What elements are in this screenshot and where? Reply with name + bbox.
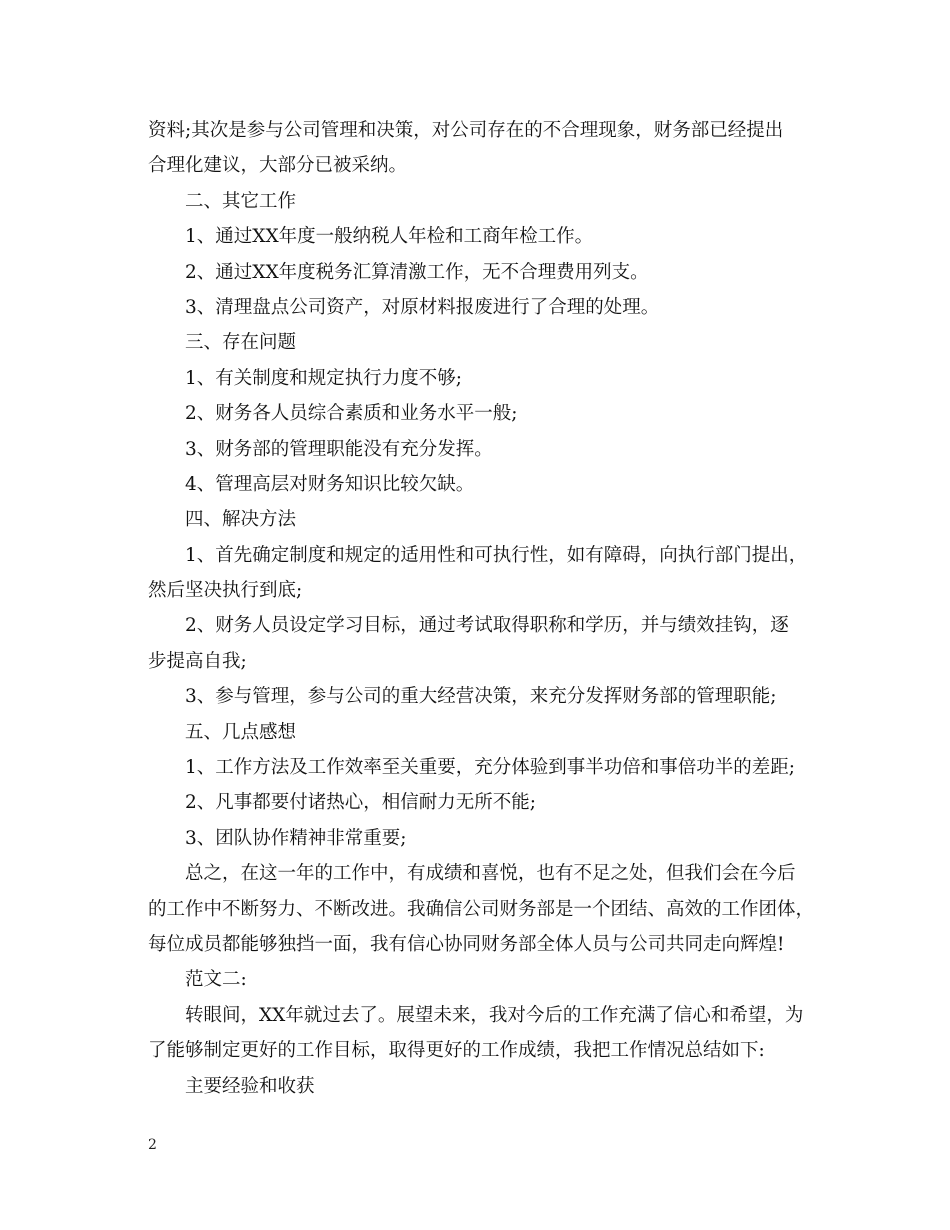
text-line: 1、首先确定制度和规定的适用性和可执行性，如有障碍，向执行部门提出，	[185, 544, 808, 566]
text-line: 总之，在这一年的工作中，有成绩和喜悦，也有不足之处，但我们会在今后	[185, 863, 796, 885]
text-line: 的工作中不断努力、不断改进。我确信公司财务部是一个团结、高效的工作团体，	[148, 898, 815, 920]
text-line: 范文二:	[185, 969, 247, 991]
text-line: 每位成员都能够独挡一面，我有信心协同财务部全体人员与公司共同走向辉煌!	[148, 933, 785, 955]
text-line: 然后坚决执行到底;	[148, 580, 303, 602]
text-line: 五、几点感想	[185, 721, 297, 743]
text-line: 合理化建议，大部分已被采纳。	[148, 155, 408, 177]
text-line: 转眼间，XX年就过去了。展望未来，我对今后的工作充满了信心和希望，为	[185, 1004, 804, 1026]
text-line: 3、参与管理，参与公司的重大经营决策，来充分发挥财务部的管理职能;	[185, 686, 777, 708]
text-line: 三、存在问题	[185, 332, 297, 354]
text-line: 2、通过XX年度税务汇算清激工作，无不合理费用列支。	[185, 261, 649, 283]
text-line: 2、凡事都要付诸热心，相信耐力无所不能;	[185, 792, 537, 814]
document-body	[148, 113, 815, 1104]
text-line: 步提高自我;	[148, 650, 247, 672]
text-line: 2、财务各人员综合素质和业务水平一般;	[185, 403, 518, 425]
text-line: 3、清理盘点公司资产，对原材料报废进行了合理的处理。	[185, 296, 660, 318]
text-line: 1、有关制度和规定执行力度不够;	[185, 367, 463, 389]
text-line: 3、团队协作精神非常重要;	[185, 827, 407, 849]
text-line: 四、解决方法	[185, 509, 297, 531]
text-line: 4、管理高层对财务知识比较欠缺。	[185, 473, 475, 495]
text-line: 2、财务人员设定学习目标，通过考试取得职称和学历，并与绩效挂钩，逐	[185, 615, 789, 637]
text-line: 主要经验和收获	[185, 1075, 315, 1097]
page-number: 2	[148, 1137, 157, 1153]
text-line: 1、工作方法及工作效率至关重要，充分体验到事半功倍和事倍功半的差距;	[185, 757, 796, 779]
text-line: 3、财务部的管理职能没有充分发挥。	[185, 438, 493, 460]
text-line: 资料;其次是参与公司管理和决策，对公司存在的不合理现象，财务部已经提出	[148, 120, 784, 141]
text-line: 1、通过XX年度一般纳税人年检和工商年检工作。	[185, 226, 594, 248]
text-line: 了能够制定更好的工作目标，取得更好的工作成绩，我把工作情况总结如下:	[148, 1040, 765, 1062]
text-line: 二、其它工作	[185, 190, 297, 212]
